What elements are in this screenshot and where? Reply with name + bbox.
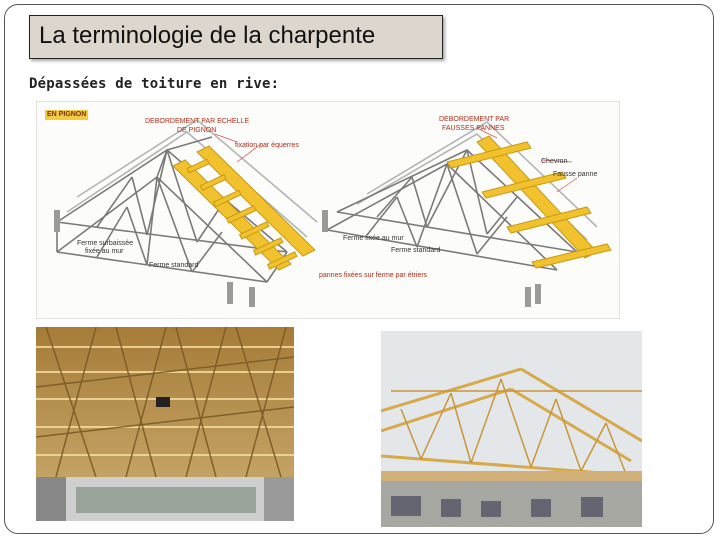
- debordement-fausses-label-1: DEBORDEMENT PAR: [439, 116, 510, 123]
- roof-truss-interior-photo: [36, 327, 294, 521]
- fausse-panne-label: Fausse panne: [553, 171, 598, 178]
- ferme-fixee-mur-label: Ferme fixée au mur: [343, 235, 404, 242]
- pannes-fixees-label: pannes fixées sur ferme par étriers: [319, 272, 428, 279]
- ferme-surbaissee-label-2: fixée au mur: [85, 248, 124, 255]
- ferme-standard-left-label: Ferme standard: [149, 262, 199, 269]
- debordement-fausses-label-2: FAUSSES PANNES: [442, 125, 505, 132]
- ladder-overhang: [173, 146, 315, 270]
- debordement-echelle-label-1: DEBORDEMENT PAR ECHELLE: [145, 118, 249, 125]
- truss-drawing: [37, 102, 621, 320]
- chevron-label: Chevron: [541, 158, 568, 165]
- interior-truss-photo: [36, 327, 294, 521]
- fixation-equerres-label: fixation par équerres: [235, 142, 299, 149]
- ferme-standard-right-label: Ferme standard: [391, 247, 441, 254]
- left-posts: [54, 210, 255, 307]
- en-pignon-label: EN PIGNON: [47, 111, 87, 118]
- exterior-truss-photo: [381, 331, 642, 527]
- slide-title: La terminologie de la charpente: [39, 22, 376, 49]
- debordement-echelle-label-2: DE PIGNON: [177, 127, 217, 134]
- slide: [4, 4, 714, 534]
- right-truss-set: [327, 122, 597, 270]
- slide-subtitle: Dépassées de toiture en rive:: [29, 76, 280, 92]
- roof-truss-exterior-photo: [381, 331, 642, 527]
- truss-diagram: [36, 101, 620, 319]
- false-purlins: [447, 136, 611, 268]
- right-posts: [322, 210, 541, 307]
- ferme-surbaissee-label-1: Ferme surbaissée: [77, 240, 134, 247]
